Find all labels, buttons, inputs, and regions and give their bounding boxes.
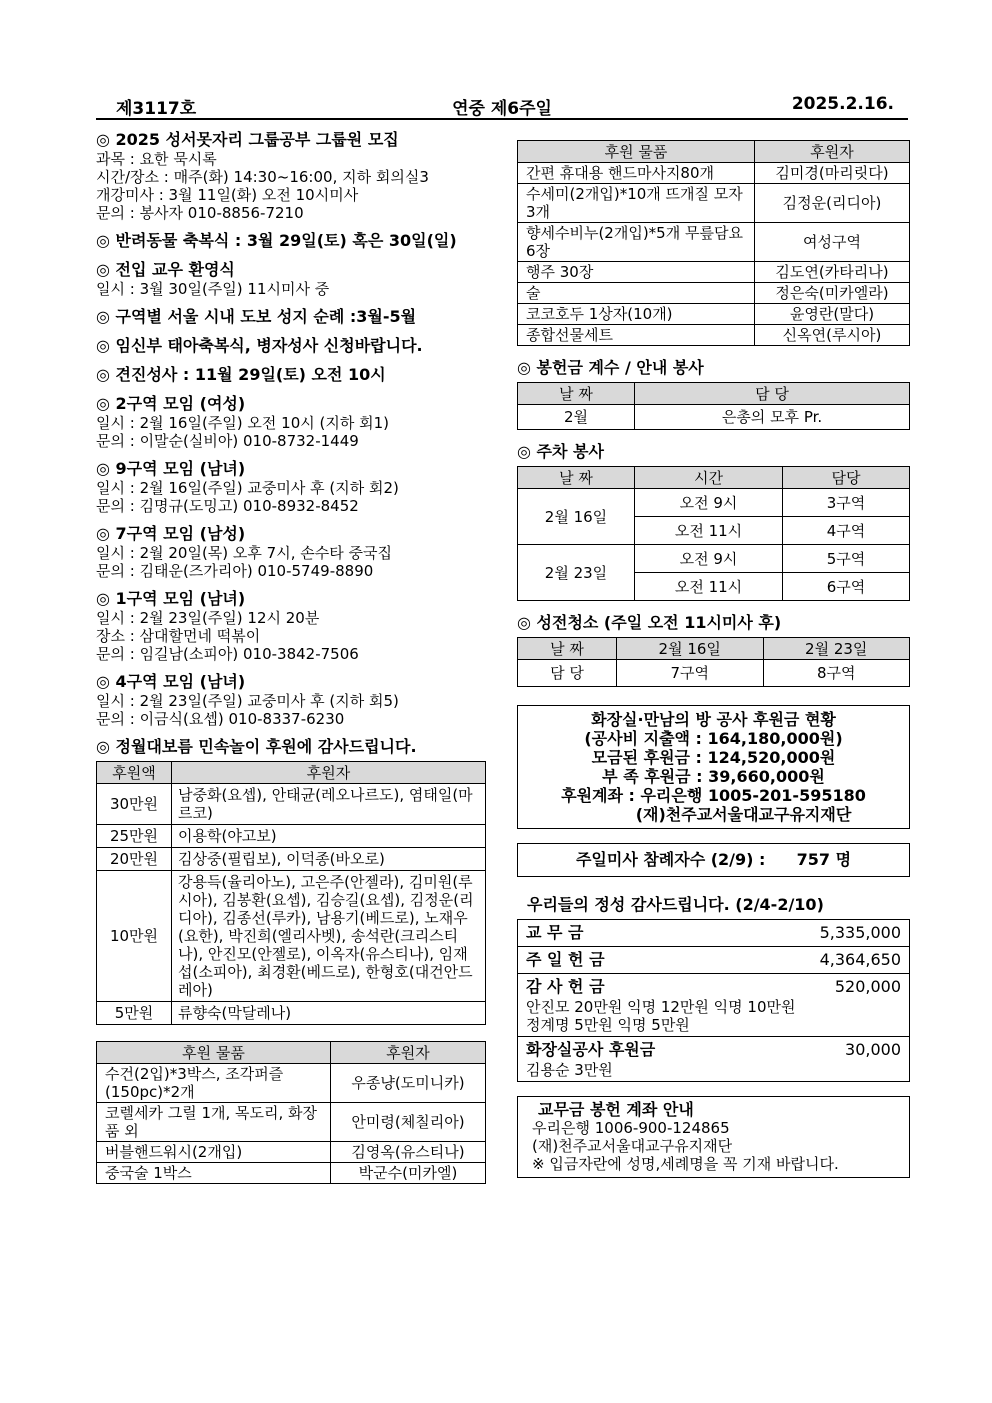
- cleaning-c1: 7구역: [617, 660, 764, 687]
- finance-line: [526, 922, 901, 944]
- announcement-line: 문의 : 김태운(즈가리아) 010-5749-8890: [96, 562, 374, 580]
- parking-time: 오전 11시: [635, 517, 783, 545]
- col-date: 날 짜: [518, 383, 635, 405]
- finance-amount: 5,335,000: [819, 923, 901, 942]
- col-goods: 후원 물품: [97, 1042, 331, 1064]
- finance-line: [526, 1039, 901, 1061]
- announcement: [96, 260, 486, 298]
- finance-row: [518, 946, 909, 973]
- account-info-box: [517, 1096, 910, 1178]
- attendance-box: [517, 843, 910, 877]
- cleaning-title: ◎ 성전청소 (주일 오전 11시미사 후): [517, 613, 782, 632]
- parking-who: 3구역: [783, 489, 910, 517]
- announcement-title: ◎ 2구역 모임 (여성): [96, 394, 246, 413]
- parking-title: ◎ 주차 봉사: [517, 442, 604, 461]
- table-row: [518, 262, 910, 283]
- table-row: [518, 489, 910, 517]
- announcement: [96, 394, 486, 450]
- finance-label: 감 사 헌 금: [526, 977, 605, 996]
- parking-who: 4구역: [783, 517, 910, 545]
- finance-detail: 김용순 3만원: [526, 1061, 613, 1079]
- table-row: [97, 848, 486, 871]
- goods-item: 향세수비누(2개입)*5개 무릎담요 6장: [518, 223, 755, 262]
- announcement-list: [96, 130, 486, 728]
- goods-donor: 박군수(미카엘): [331, 1163, 486, 1184]
- left-column: [96, 130, 486, 1184]
- cleaning-h2: 2월 23일: [763, 638, 910, 660]
- announcement-line: 일시 : 2월 16일(주일) 오전 10시 (지하 회1): [96, 414, 389, 432]
- goods-item: 종합선물세트: [518, 325, 755, 346]
- parking-time: 오전 9시: [635, 489, 783, 517]
- announcement-line: 문의 : 김명규(도밍고) 010-8932-8452: [96, 497, 359, 515]
- goods-donor: 신옥연(루시아): [755, 325, 910, 346]
- announcement: [96, 365, 486, 385]
- cleaning-h0: 날 짜: [518, 638, 617, 660]
- table-row: [518, 304, 910, 325]
- announcement-line: 일시 : 2월 16일(주일) 교중미사 후 (지하 회2): [96, 479, 399, 497]
- goods-item: 술: [518, 283, 755, 304]
- page-header: [96, 92, 908, 120]
- table-row: [97, 1103, 486, 1142]
- col-donor: 후원자: [331, 1042, 486, 1064]
- col-who: 담당: [783, 467, 910, 489]
- donation-donors: 남중화(요셉), 안태균(레오나르도), 염태일(마르코): [172, 784, 486, 825]
- finance-detail: 정계명 5만원 익명 5만원: [526, 1016, 690, 1034]
- col-goods: 후원 물품: [518, 141, 755, 163]
- announcement-line: 일시 : 2월 23일(주일) 12시 20분: [96, 609, 320, 627]
- col-who: 담 당: [635, 383, 910, 405]
- issue-number: 제3117호: [116, 99, 197, 119]
- finance-line: [526, 949, 901, 971]
- offering-table: [517, 382, 910, 430]
- left-goods-table: [96, 1041, 486, 1184]
- donation-donors: 강용득(율리아노), 고은주(안젤라), 김미원(루시아), 김봉환(요셉), 김승길(요셉), 김정운(리디아), 김종선(루카), 남용기(베드로), 노재우(요한), 박진희(엘리사벳), 송석란(크리스티나), 안진모(안젤로), 이옥자(유스티나), 임재섭(소피아), 최경환(베드로), 한형호(대건안드레아): [172, 871, 486, 1002]
- table-row: [518, 184, 910, 223]
- parking-who: 5구역: [783, 545, 910, 573]
- parking-table: [517, 466, 910, 601]
- col-date: 날 짜: [518, 467, 635, 489]
- goods-donor: 여성구역: [755, 223, 910, 262]
- finance-amount: 520,000: [834, 977, 901, 996]
- announcement-title: ◎ 반려동물 축복식 : 3월 29일(토) 혹은 30일(일): [96, 231, 457, 250]
- announcement-title: ◎ 전입 교우 환영식: [96, 260, 235, 279]
- offering-date: 2월: [518, 405, 635, 430]
- donation-amount: 25만원: [97, 825, 172, 848]
- announcement-line: 과목 : 요한 묵시록: [96, 150, 217, 168]
- goods-donor: 안미령(체칠리아): [331, 1103, 486, 1142]
- finance-summary: [517, 919, 910, 1082]
- donation-donors: 류향숙(막달레나): [172, 1002, 486, 1025]
- goods-item: 수건(2입)*3박스, 조각퍼즐(150pc)*2개: [97, 1064, 331, 1103]
- col-amount: 후원액: [97, 762, 172, 784]
- goods-item: 코렐세카 그릴 1개, 목도리, 화장품 외: [97, 1103, 331, 1142]
- col-donors: 후원자: [172, 762, 486, 784]
- construction-budget: (공사비 지출액 : 164,180,000원): [584, 729, 843, 748]
- cleaning-h1: 2월 16일: [617, 638, 764, 660]
- cash-donation-table: [96, 761, 486, 1025]
- offering-who: 은총의 모후 Pr.: [635, 405, 910, 430]
- table-row: [97, 1064, 486, 1103]
- finance-row: [518, 973, 909, 1036]
- finance-amount: 30,000: [845, 1040, 901, 1059]
- announcement-line: 일시 : 2월 23일(주일) 교중미사 후 (지하 회5): [96, 692, 399, 710]
- issue-date: 2025.2.16.: [791, 94, 894, 114]
- festival-thanks-title: ◎ 정월대보름 민속놀이 후원에 감사드립니다.: [96, 737, 417, 756]
- announcement-title: ◎ 1구역 모임 (남녀): [96, 589, 246, 608]
- cleaning-table: [517, 637, 910, 687]
- table-row: [97, 1142, 486, 1163]
- construction-shortfall: 부 족 후원금 : 39,660,000원: [602, 767, 825, 786]
- attendance-value: 757 명: [796, 850, 852, 869]
- goods-item: 중국술 1박스: [97, 1163, 331, 1184]
- goods-item: 버블핸드워시(2개입): [97, 1142, 331, 1163]
- finance-row: [518, 1036, 909, 1081]
- finance-line: [526, 976, 901, 998]
- announcement-line: 문의 : 임길남(소피아) 010-3842-7506: [96, 645, 359, 663]
- announcement-line: 일시 : 2월 20일(목) 오후 7시, 손수타 중국집: [96, 544, 392, 562]
- announcement: [96, 307, 486, 327]
- goods-donor: 정은숙(미카엘라): [755, 283, 910, 304]
- goods-item: 간편 휴대용 핸드마사지80개: [518, 163, 755, 184]
- construction-fund-box: [517, 705, 910, 829]
- table-row: [97, 871, 486, 1002]
- announcement-title: ◎ 4구역 모임 (남녀): [96, 672, 246, 691]
- construction-account: 후원계좌 : 우리은행 1005-201-595180: [561, 786, 866, 805]
- announcement: [96, 589, 486, 663]
- offering-title: ◎ 봉헌금 계수 / 안내 봉사: [517, 358, 704, 377]
- cleaning-c0: 담 당: [518, 660, 617, 687]
- announcement-line: 시간/장소 : 매주(화) 14:30~16:00, 지하 회의실3: [96, 168, 429, 186]
- parking-who: 6구역: [783, 573, 910, 601]
- goods-item: 행주 30장: [518, 262, 755, 283]
- table-row: [97, 784, 486, 825]
- account-line: ※ 입금자란에 성명,세례명을 꼭 기재 바랍니다.: [532, 1155, 839, 1173]
- announcement-line: 문의 : 이금식(요셉) 010-8337-6230: [96, 710, 345, 728]
- finance-row: [518, 920, 909, 946]
- announcement-line: 개강미사 : 3월 11일(화) 오전 10시미사: [96, 186, 359, 204]
- table-row: [518, 283, 910, 304]
- goods-donor: 김영옥(유스티나): [331, 1142, 486, 1163]
- finance-label: 주 일 헌 금: [526, 950, 605, 969]
- goods-donor: 우종냥(도미니카): [331, 1064, 486, 1103]
- announcement: [96, 672, 486, 728]
- table-row: [518, 325, 910, 346]
- account-line: 우리은행 1006-900-124865: [532, 1119, 730, 1137]
- liturgical-week: 연중 제6주일: [452, 99, 552, 119]
- announcement-title: ◎ 2025 성서못자리 그룹공부 그룹원 모집: [96, 130, 399, 149]
- announcement: [96, 130, 486, 222]
- announcement-title: ◎ 임신부 태아축복식, 병자성사 신청바랍니다.: [96, 336, 423, 355]
- parking-time: 오전 11시: [635, 573, 783, 601]
- account-line: (재)천주교서울대교구유지재단: [532, 1137, 733, 1155]
- table-row: [518, 163, 910, 184]
- table-row: [518, 223, 910, 262]
- table-row: [97, 825, 486, 848]
- construction-holder: (재)천주교서울대교구유지재단: [635, 805, 852, 824]
- right-goods-table: [517, 140, 910, 346]
- goods-donor: 김도연(카타리나): [755, 262, 910, 283]
- announcement: [96, 336, 486, 356]
- goods-item: 수세미(2개입)*10개 뜨개질 모자 3개: [518, 184, 755, 223]
- donation-amount: 10만원: [97, 871, 172, 1002]
- donation-donors: 김상중(필립보), 이덕종(바오로): [172, 848, 486, 871]
- table-row: [518, 545, 910, 573]
- finance-amount: 4,364,650: [819, 950, 901, 969]
- finance-detail: 안진모 20만원 익명 12만원 익명 10만원: [526, 998, 796, 1016]
- donation-amount: 20만원: [97, 848, 172, 871]
- announcement: [96, 524, 486, 580]
- goods-donor: 김정운(리디아): [755, 184, 910, 223]
- finance-label: 화장실공사 후원금: [526, 1040, 656, 1059]
- goods-item: 코코호두 1상자(10개): [518, 304, 755, 325]
- announcement: [96, 231, 486, 251]
- announcement-title: ◎ 견진성사 : 11월 29일(토) 오전 10시: [96, 365, 386, 384]
- cleaning-c2: 8구역: [763, 660, 910, 687]
- construction-raised: 모금된 후원금 : 124,520,000원: [591, 748, 836, 767]
- finance-label: 교 무 금: [526, 923, 584, 942]
- parking-time: 오전 9시: [635, 545, 783, 573]
- col-donor: 후원자: [755, 141, 910, 163]
- announcement-line: 문의 : 봉사자 010-8856-7210: [96, 204, 304, 222]
- goods-donor: 김미경(마리릿다): [755, 163, 910, 184]
- right-column: [517, 140, 910, 1178]
- donation-donors: 이용학(야고보): [172, 825, 486, 848]
- announcement-line: 일시 : 3월 30일(주일) 11시미사 중: [96, 280, 330, 298]
- parking-date: 2월 16일: [518, 489, 635, 545]
- announcement-title: ◎ 구역별 서울 시내 도보 성지 순례 :3월-5월: [96, 307, 417, 326]
- attendance-label: 주일미사 참례자수 (2/9) :: [575, 850, 766, 869]
- announcement: [96, 459, 486, 515]
- donation-amount: 30만원: [97, 784, 172, 825]
- parking-date: 2월 23일: [518, 545, 635, 601]
- construction-title: 화장실·만남의 방 공사 후원금 현황: [591, 710, 836, 729]
- announcement-line: 장소 : 삼대할먼네 떡볶이: [96, 627, 261, 645]
- col-time: 시간: [635, 467, 783, 489]
- table-row: [97, 1163, 486, 1184]
- offerings-thanks-title: 우리들의 정성 감사드립니다. (2/4-2/10): [527, 895, 824, 914]
- donation-amount: 5만원: [97, 1002, 172, 1025]
- account-title: 교무금 봉헌 계좌 안내: [538, 1100, 694, 1119]
- goods-donor: 윤영란(말다): [755, 304, 910, 325]
- announcement-line: 문의 : 이말순(실비아) 010-8732-1449: [96, 432, 359, 450]
- announcement-title: ◎ 9구역 모임 (남녀): [96, 459, 246, 478]
- table-row: [97, 1002, 486, 1025]
- announcement-title: ◎ 7구역 모임 (남성): [96, 524, 246, 543]
